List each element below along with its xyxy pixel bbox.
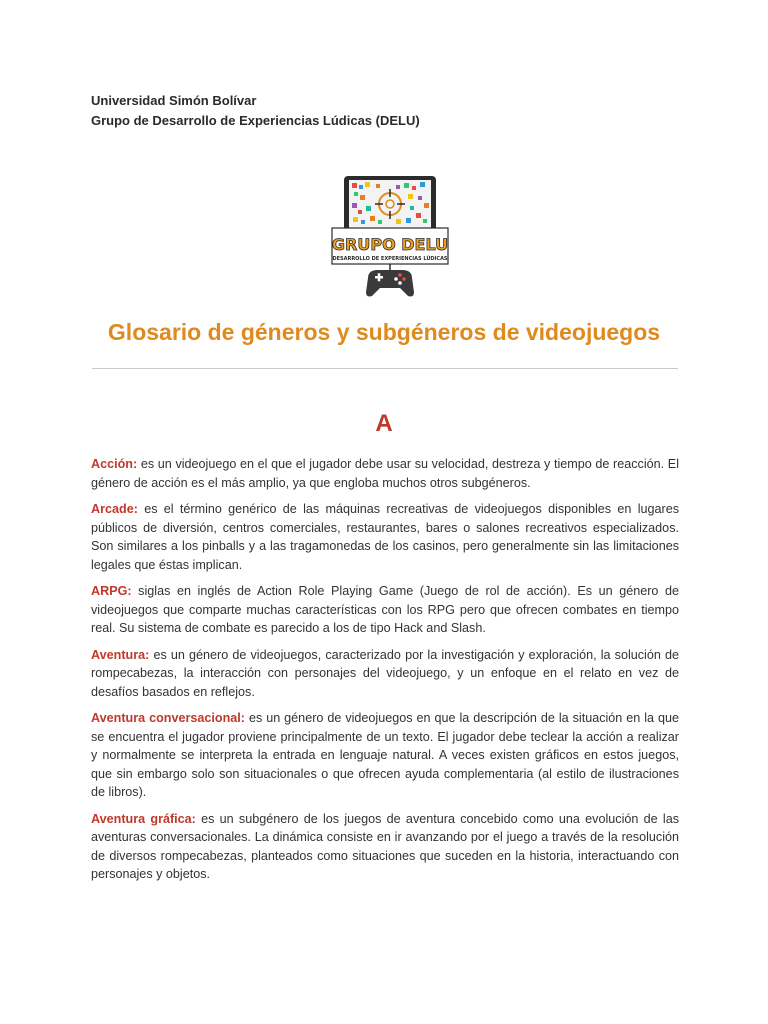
glossary-entry bbox=[91, 810, 679, 884]
university-name: Universidad Simón Bolívar bbox=[91, 93, 257, 108]
glossary-term: Acción: bbox=[91, 457, 138, 471]
glossary-entries bbox=[91, 455, 679, 892]
glossary-definition: es el término genérico de las máquinas recreativas de videojuegos disponibles en lugares públicos de diversión, centros comerciales, restaurantes, bares o salones recreativos especializados. Son similares a los pinballs y a las tragamonedas de los casinos, pero generalmente sin las limitaciones legales que éstas implican. bbox=[91, 502, 679, 572]
logo-wordmark: GRUPO DELU bbox=[331, 235, 449, 254]
glossary-definition: es un subgénero de los juegos de aventura concebido como una evolución de las aventuras conversacionales. La dinámica consiste en ir avanzando por el juego a través de la resolución de diversos rompecabezas, planteados como situaciones que suceden en la historia, interactuando con personajes y objetos. bbox=[91, 811, 679, 881]
gamepad-icon bbox=[366, 270, 414, 297]
glossary-entry bbox=[91, 709, 679, 802]
page-title: Glosario de géneros y subgéneros de videojuegos bbox=[107, 319, 661, 345]
glossary-entry bbox=[91, 646, 679, 702]
logo-tagline: DESARROLLO DE EXPERIENCIAS LÚDICAS bbox=[332, 256, 448, 262]
glossary-term: Arcade: bbox=[91, 502, 138, 516]
glossary-term: ARPG: bbox=[91, 584, 132, 598]
glossary-term: Aventura conversacional: bbox=[91, 711, 245, 725]
glossary-definition: es un género de videojuegos en que la descripción de la situación en la que se encuentra el jugador proviene principalmente de un texto. El jugador debe teclear la acción a realizar y normalmente se interpreta la entrada en lenguaje natural. A veces existen gráficos en estos juegos, que sin embargo solo son situacionales o que ofrecen ayuda complementaria (al estilo de ilustraciones de libros). bbox=[91, 711, 680, 799]
glossary-entry bbox=[91, 582, 679, 638]
glossary-term: Aventura gráfica: bbox=[91, 811, 196, 826]
glossary-definition: es un videojuego en el que el jugador debe usar su velocidad, destreza y tiempo de reacción. El género de acción es el más amplio, ya que engloba muchos otros subgéneros. bbox=[91, 457, 679, 490]
grupo-delu-logo bbox=[330, 170, 450, 302]
glossary-term: Aventura: bbox=[91, 647, 150, 662]
glossary-definition: siglas en inglés de Action Role Playing Game (Juego de rol de acción). Es un género de videojuegos que comparte muchas características con los RPG pero que ofrecen combates en tiempo real. Su sistema de combate es parecido a los de tipo Hack and Slash. bbox=[91, 584, 679, 635]
section-letter: A bbox=[375, 410, 393, 437]
glossary-entry bbox=[91, 500, 679, 574]
glossary-definition: es un género de videojuegos, caracterizado por la investigación y exploración, la solución de rompecabezas, la interacción con personajes del videojuego, y un enfoque en el relato en vez de desafíos basados en reflejos. bbox=[91, 647, 679, 699]
glossary-entry bbox=[91, 455, 679, 492]
title-divider bbox=[92, 368, 678, 369]
group-name: Grupo de Desarrollo de Experiencias Lúdicas (DELU) bbox=[91, 113, 420, 128]
document-header bbox=[91, 91, 420, 131]
